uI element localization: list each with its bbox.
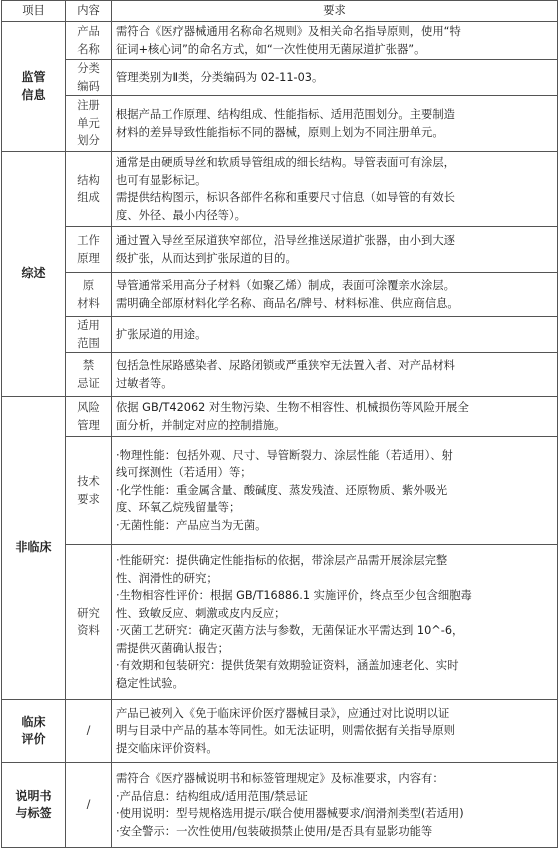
requirement-text	[112, 273, 558, 317]
content-item-line: 范围	[77, 336, 100, 350]
requirement-line: 级扩张，从而达到扩张尿道的目的。	[116, 251, 297, 265]
content-item	[66, 317, 112, 353]
content-item-line: 原理	[77, 251, 100, 265]
requirement-line: 根据产品工作原理、结构组成、性能指标、适用范围划分。主要制造	[116, 108, 455, 121]
requirement-line: 通过置入导丝至尿道狭窄部位，沿导丝推送尿道扩张器，由小到大逐	[116, 234, 455, 247]
category-label-line: 与标签	[15, 806, 52, 820]
table-row	[2, 22, 558, 60]
registration-requirements-table	[1, 0, 558, 848]
requirement-line: ·灭菌工艺研究：确定灭菌方法与参数，无菌保证水平需达到 10^-6，	[116, 624, 464, 637]
requirement-line: 提交临床评价资料。	[116, 741, 218, 755]
requirement-line: 包括急性尿路感染者、尿路闭锁或严重狭窄无法置入者、对产品材料	[116, 359, 455, 372]
content-item	[66, 353, 112, 397]
requirement-line: ·生物相容性评价：根据 GB/T16886.1 实施评价，终点至少包含细胞毒	[116, 589, 472, 602]
requirement-line: 管理类别为Ⅱ类，分类编码为 02-11-03。	[116, 70, 324, 84]
table-row	[2, 397, 558, 437]
requirement-line: 明与目录中产品的基本等同性。如无法证明，则需依据有关指导原则	[116, 724, 455, 738]
requirement-line: ·无菌性能：产品应当为无菌。	[116, 518, 267, 532]
content-item	[66, 22, 112, 60]
content-item-line: 组成	[77, 191, 100, 204]
requirement-line: ·性能研究：提供确定性能指标的依据，带涂层产品需开展涂层完整	[116, 554, 448, 567]
content-item-line: 划分	[77, 134, 100, 148]
requirement-line: 性、致敏反应、刺激或皮内反应；	[116, 606, 286, 620]
requirement-line: ·有效期和包装研究：提供货架有效期验证资料，涵盖加速老化、实时	[116, 659, 459, 672]
content-item	[66, 763, 112, 848]
requirement-line: 性、润滑性的研究；	[116, 571, 218, 585]
requirement-line: ·使用说明：型号规格选用提示/联合使用器械要求/润滑剂类型(若适用)	[116, 807, 464, 820]
requirement-line: 扩张尿道的用途。	[116, 327, 207, 341]
requirement-line: 过敏者等。	[116, 376, 173, 390]
category-label-line: 临床	[21, 714, 46, 729]
requirement-line: 需符合《医疗器械说明书和标签管理规定》及标准要求，内容有：	[116, 772, 444, 785]
requirement-line: ·产品信息：结构组成/适用范围/禁忌证	[116, 789, 308, 803]
requirement-line: 也可有显影标记。	[116, 173, 207, 187]
table-row	[2, 545, 558, 700]
content-item-line: 原	[82, 279, 95, 292]
content-item	[66, 545, 112, 700]
requirement-line: 材料的差异导致性能指标不同的器械，原则上划为不同注册单元。	[116, 125, 444, 139]
content-item-line: /	[86, 724, 91, 738]
requirement-text	[112, 96, 558, 152]
content-item	[66, 273, 112, 317]
table-header-row	[2, 1, 558, 22]
content-item-line: 研究	[77, 606, 100, 620]
content-item	[66, 227, 112, 273]
category-overview	[2, 152, 66, 397]
table-row	[2, 227, 558, 273]
requirement-line: 依据 GB/T42062 对生物污染、生物不相容性、机械损伤等风险开展全	[116, 401, 469, 414]
content-item-line: 管理	[77, 418, 100, 432]
content-item-line: 分类	[77, 62, 100, 75]
header-content: 内容	[66, 1, 112, 22]
category-label-line: 评价	[21, 732, 46, 746]
category-supervision-info	[2, 22, 66, 152]
header-requirement: 要求	[112, 1, 558, 22]
requirement-line: 需提供结构图示，标识各部件名称和重要尺寸信息（如导管的有效长	[116, 191, 455, 204]
requirement-text	[112, 60, 558, 96]
requirement-text	[112, 227, 558, 273]
requirement-line: 面分析，并制定对应的控制措施。	[116, 418, 286, 432]
requirement-text	[112, 353, 558, 397]
requirement-text	[112, 152, 558, 227]
content-item	[66, 96, 112, 152]
content-item-line: 适用	[77, 319, 100, 332]
requirement-line: 导管通常采用高分子材料（如聚乙烯）制成，表面可涂覆亲水涂层。	[116, 279, 455, 292]
content-item	[66, 152, 112, 227]
category-label-line: 说明书	[15, 788, 52, 803]
category-label-line: 信息	[21, 87, 46, 102]
content-item-line: 单元	[77, 116, 100, 130]
requirement-text	[112, 317, 558, 353]
requirement-line: 需明确全部原材料化学名称、商品名/牌号、材料标准、供应商信息。	[116, 296, 459, 310]
content-item-line: 产品	[77, 25, 100, 38]
requirement-line: 需符合《医疗器械通用名称命名规则》及相关命名指导原则，使用“特	[116, 25, 461, 38]
category-label-line: 非临床	[15, 540, 52, 555]
category-clinical-evaluation	[2, 700, 66, 763]
content-item-line: 要求	[77, 492, 100, 506]
requirement-text	[112, 545, 558, 700]
table-row	[2, 60, 558, 96]
content-item	[66, 700, 112, 763]
table-row	[2, 273, 558, 317]
requirement-line: 征词+核心词”的命名方式，如“一次性使用无菌尿道扩张器”。	[116, 42, 426, 56]
content-item-line: 技术	[77, 475, 100, 488]
table-row	[2, 317, 558, 353]
table-row	[2, 700, 558, 763]
content-item-line: 工作	[77, 234, 100, 247]
content-item-line: 风险	[77, 401, 100, 414]
content-item-line: /	[86, 798, 91, 812]
content-item-line: 编码	[77, 79, 100, 93]
requirement-line: 产品已被列入《免于临床评价医疗器械目录》，应通过对比说明以证	[116, 706, 450, 720]
category-instructions-and-labels	[2, 763, 66, 848]
content-item	[66, 437, 112, 545]
requirement-line: 通常是由硬质导丝和软质导管组成的细长结构。导管表面可有涂层，	[116, 156, 455, 169]
content-item	[66, 60, 112, 96]
table-row	[2, 353, 558, 397]
requirement-line: ·安全警示：一次性使用/包装破损禁止使用/是否具有显影功能等	[116, 824, 433, 838]
requirement-text	[112, 437, 558, 545]
header-project: 项目	[2, 1, 66, 22]
requirement-line: ·化学性能：重金属含量、酸碱度、蒸发残渣、还原物质、紫外吸光	[116, 483, 448, 497]
requirement-line: 需提供灭菌确认报告；	[116, 641, 229, 655]
requirement-line: 稳定性试验。	[116, 676, 184, 690]
requirement-text	[112, 700, 558, 763]
requirement-text	[112, 763, 558, 848]
content-item-line: 材料	[77, 296, 100, 310]
category-label-line: 监管	[21, 70, 46, 84]
content-item-line: 忌证	[77, 376, 100, 390]
table-row	[2, 152, 558, 227]
content-item	[66, 397, 112, 437]
content-item-line: 资料	[77, 624, 100, 637]
content-item-line: 禁	[82, 359, 95, 372]
table-row	[2, 437, 558, 545]
content-item-line: 结构	[77, 173, 100, 187]
requirement-line: 线可探测性（若适用）等；	[116, 466, 252, 480]
content-item-line: 名称	[77, 42, 100, 56]
requirement-line: ·物理性能：包括外观、尺寸、导管断裂力、涂层性能（若适用）、射	[116, 448, 453, 462]
requirement-line: 度、环氧乙烷残留量等；	[116, 501, 241, 515]
requirement-text	[112, 22, 558, 60]
table-row	[2, 96, 558, 152]
category-non-clinical	[2, 397, 66, 700]
requirement-text	[112, 397, 558, 437]
requirement-line: 度、外径、最小内径等）。	[116, 208, 246, 222]
table-row	[2, 763, 558, 848]
category-label-line: 综述	[21, 266, 46, 281]
content-item-line: 注册	[77, 99, 100, 113]
